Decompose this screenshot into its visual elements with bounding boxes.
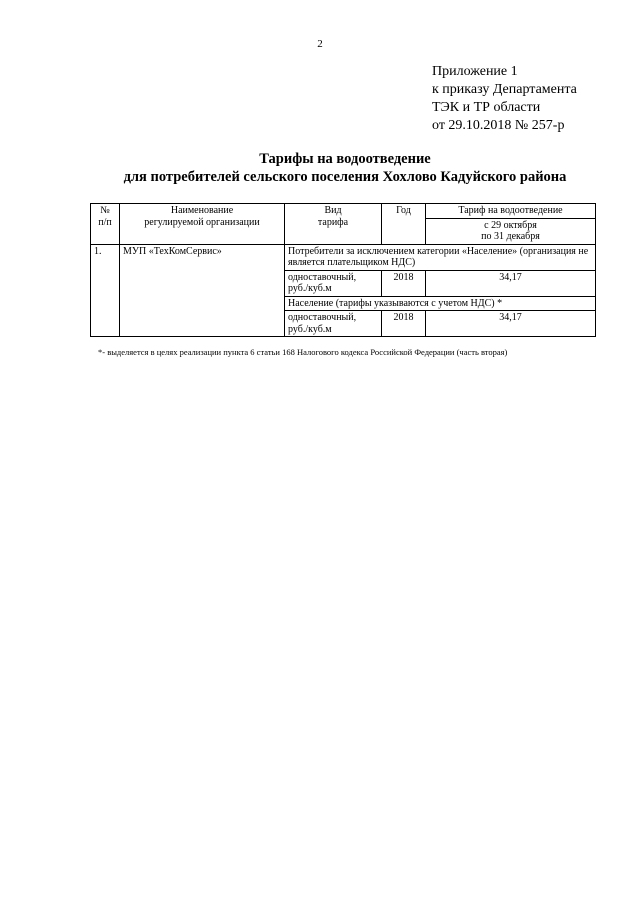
- header-text: Наименование: [170, 205, 234, 216]
- header-period: [426, 218, 596, 244]
- appendix-line: Приложение 1: [432, 64, 518, 79]
- header-year: Год: [382, 204, 426, 245]
- header-text: регулируемой организации: [144, 216, 260, 228]
- header-text: п/п: [98, 216, 112, 228]
- cell-tariff-type: одноставочный, руб./куб.м: [285, 311, 382, 337]
- table-row: [91, 244, 596, 270]
- cell-tariff-type: одноставочный, руб./куб.м: [285, 270, 382, 296]
- cell-year: 2018: [382, 270, 426, 296]
- header-text: Вид: [324, 205, 342, 216]
- cell-group-label: Потребители за исключением категории «Население» (организация не является плательщиком НДС): [285, 244, 596, 270]
- appendix-line: к приказу Департамента: [432, 82, 577, 97]
- header-text: №: [100, 205, 110, 216]
- header-text: с 29 октября: [484, 219, 537, 231]
- header-text: по 31 декабря: [481, 231, 540, 242]
- tariff-table: [90, 203, 596, 337]
- header-row: [91, 204, 596, 219]
- header-text: тарифа: [317, 216, 349, 228]
- footnote: *- выделяется в целях реализации пункта 6 статьи 168 Налогового кодекса Российской Федерации (часть вторая): [98, 347, 508, 357]
- cell-num: 1.: [91, 244, 120, 337]
- page-number: 2: [317, 38, 323, 50]
- header-num: [91, 204, 120, 245]
- document-title: [0, 150, 640, 186]
- header-tariff-type: [285, 204, 382, 245]
- title-line: Тарифы на водоотведение: [259, 151, 431, 167]
- appendix-line: ТЭК и ТР области: [432, 100, 541, 115]
- appendix-header: [432, 63, 577, 135]
- header-tariff: Тариф на водоотведение: [426, 204, 596, 219]
- cell-year: 2018: [382, 311, 426, 337]
- appendix-line: от 29.10.2018 № 257-р: [432, 118, 565, 133]
- cell-organization: МУП «ТехКомСервис»: [120, 244, 285, 337]
- title-line: для потребителей сельского поселения Хохлово Кадуйского района: [123, 169, 567, 185]
- cell-group-label: Население (тарифы указываются с учетом НДС) *: [285, 296, 596, 311]
- header-organization: [120, 204, 285, 245]
- cell-tariff-value: 34,17: [426, 270, 596, 296]
- cell-tariff-value: 34,17: [426, 311, 596, 337]
